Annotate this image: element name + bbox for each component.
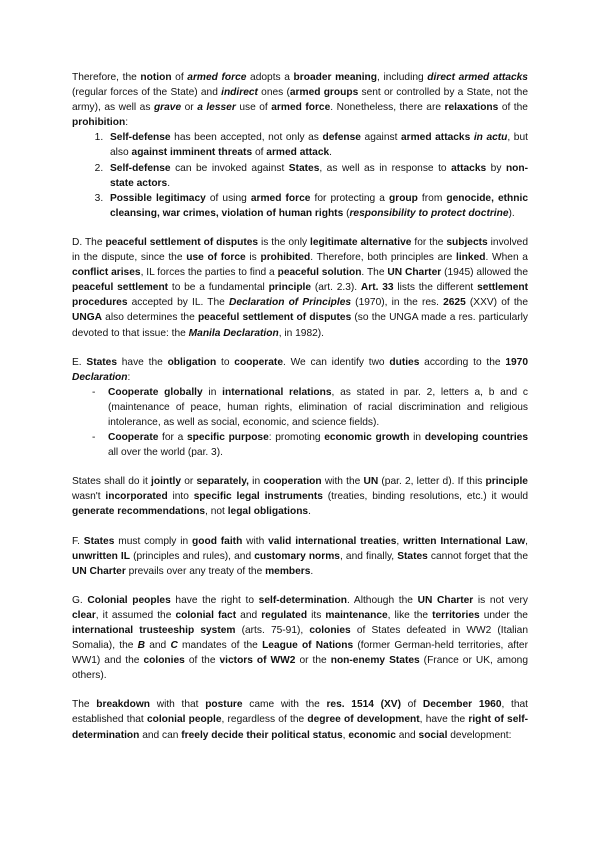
paragraph-colonial-peoples: G. Colonial peoples have the right to self-determination. Although the UN Charter is not very clear, it assumed the colonial fact and regulated its maintenance, like the territories under the international trusteeship system (arts. 75-91), colonies of States defeated in WW2 (Italian Somalia), the B and C mandates of the League of Nations (former German-held territories, after WW1) and the colonies of the victors of WW2 or the non-enemy States (France or UK, among others). bbox=[72, 594, 529, 682]
paragraph-peaceful-settlement: D. The peaceful settlement of disputes is the only legitimate alternative for the subjects involved in the dispute, since the use of force is prohibited. Therefore, both principles are linked. When a conflict arises, IL forces the parties to find a peaceful solution. The UN Charter (1945) allowed the peaceful settlement to be a fundamental principle (art. 2.3). Art. 33 lists the different settlement procedures accepted by IL. The Declaration of Principles (1970), in the res. 2625 (XXV) of the UNGA also determines the peaceful settlement of disputes (so the UNGA made a res. particularly devoted to that issue: the Manila Declaration, in 1982). bbox=[72, 236, 529, 339]
paragraph-cooperation: E. States have the obligation to cooperate. We can identify two duties according to the 1970 Declaration: bbox=[72, 356, 528, 383]
list-item: 1. Self-defense has been accepted, not only as defense against armed attacks in actu, but also against imminent threats of armed attack. bbox=[106, 130, 528, 160]
list-item: - Cooperate for a specific purpose: promoting economic growth in developing countries all over the world (par. 3). bbox=[108, 430, 528, 460]
list-item: - Cooperate globally in international relations, as stated in par. 2, letters a, b and c (maintenance of peace, human rights, elimination of racial discrimination and religious intolerance, as well as social, economic, and science fields). bbox=[108, 385, 528, 430]
paragraph-armed-force: Therefore, the notion of armed force adopts a broader meaning, including direct armed attacks (regular forces of the State) and indirect ones (armed groups sent or controlled by a State, not the army), as well as grave or a lesser use of armed force. Nonetheless, there are relaxations of the prohibition: bbox=[72, 72, 528, 129]
list-item: 3. Possible legitimacy of using armed force for protecting a group from genocide, ethnic cleansing, war crimes, violation of human rights (responsibility to protect doctrine). bbox=[106, 191, 528, 221]
paragraph-jointly: States shall do it jointly or separately, in cooperation with the UN (par. 2, letter d). If this principle wasn't incorporated into specific legal instruments (treaties, binding resolutions, etc.) it would generate recommendations, not legal obligations. bbox=[72, 476, 529, 518]
list-item: 2. Self-defense can be invoked against States, as well as in response to attacks by non-state actors. bbox=[106, 161, 528, 191]
relaxations-list bbox=[72, 130, 528, 221]
duties-list bbox=[72, 385, 528, 460]
document-body bbox=[72, 70, 528, 757]
paragraph-breakdown: The breakdown with that posture came with the res. 1514 (XV) of December 1960, that established that colonial people, regardless of the degree of development, have the right of self-determination and can freely decide their political status, economic and social development: bbox=[72, 699, 529, 741]
paragraph-good-faith: F. States must comply in good faith with valid international treaties, written International Law, unwritten IL (principles and rules), and customary norms, and finally, States cannot forget that the UN Charter prevails over any treaty of the members. bbox=[72, 535, 528, 577]
